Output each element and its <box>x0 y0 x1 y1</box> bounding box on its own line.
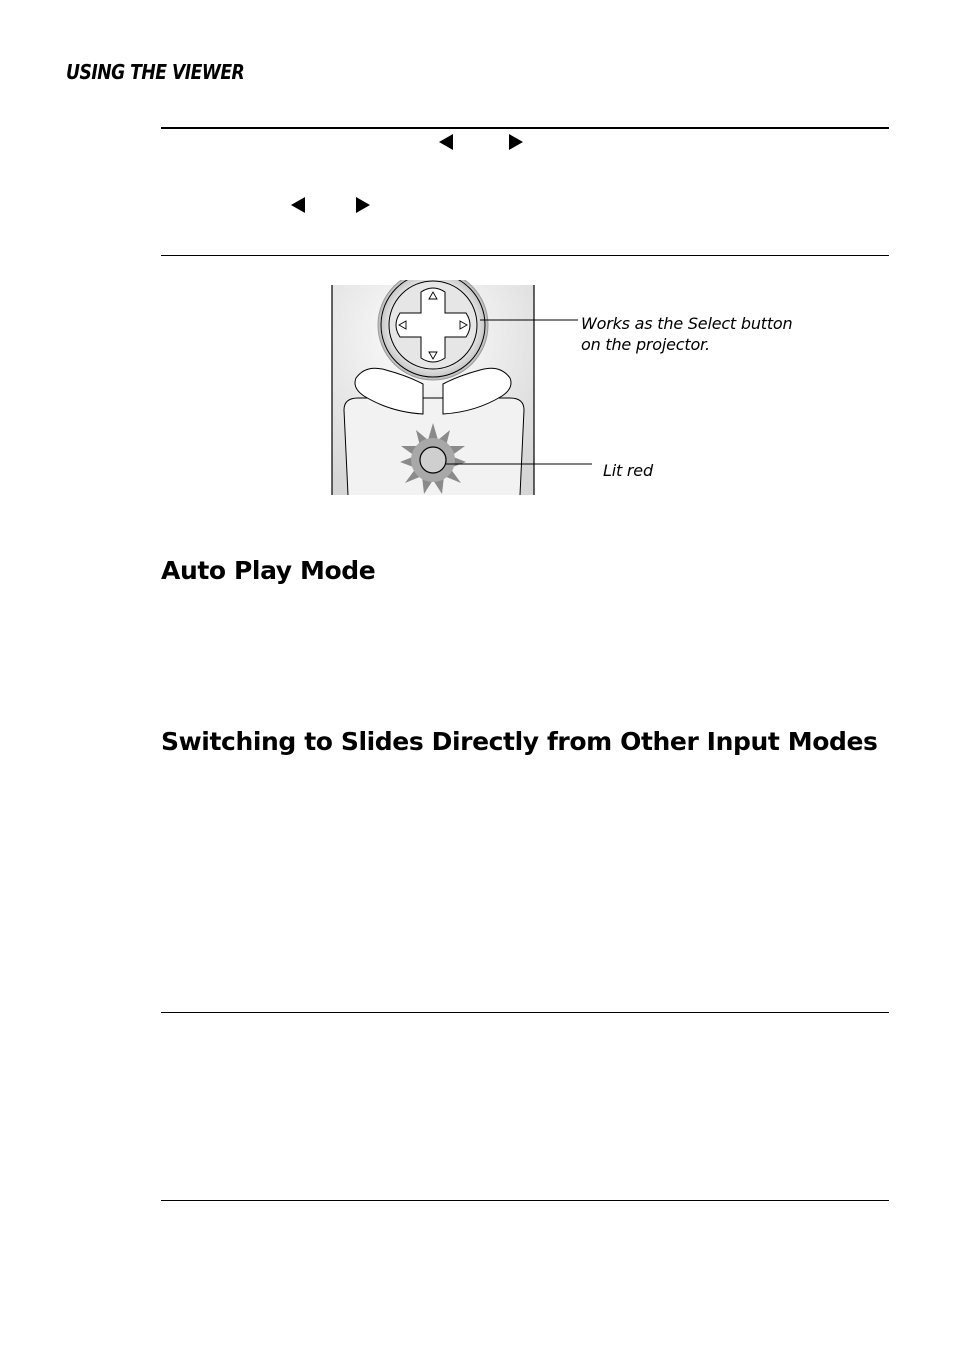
remote-control-illustration <box>320 280 620 500</box>
select-callout-line1: Works as the Select button <box>581 314 793 333</box>
note-top-rule <box>161 127 889 129</box>
indicator-lamp <box>420 447 446 473</box>
lit-red-callout: Lit red <box>603 461 653 480</box>
running-header: USING THE VIEWER <box>66 60 245 84</box>
note2-bottom-rule <box>161 1200 889 1201</box>
right-arrow-icon <box>356 197 370 213</box>
note-bottom-rule <box>161 255 889 256</box>
left-arrow-icon <box>439 134 453 150</box>
note2-top-rule <box>161 1012 889 1013</box>
select-callout-line2: on the projector. <box>581 335 710 354</box>
section-heading-auto-play: Auto Play Mode <box>161 556 376 585</box>
right-arrow-icon <box>509 134 523 150</box>
section-heading-switching: Switching to Slides Directly from Other Input Modes <box>161 727 878 756</box>
left-arrow-icon <box>291 197 305 213</box>
